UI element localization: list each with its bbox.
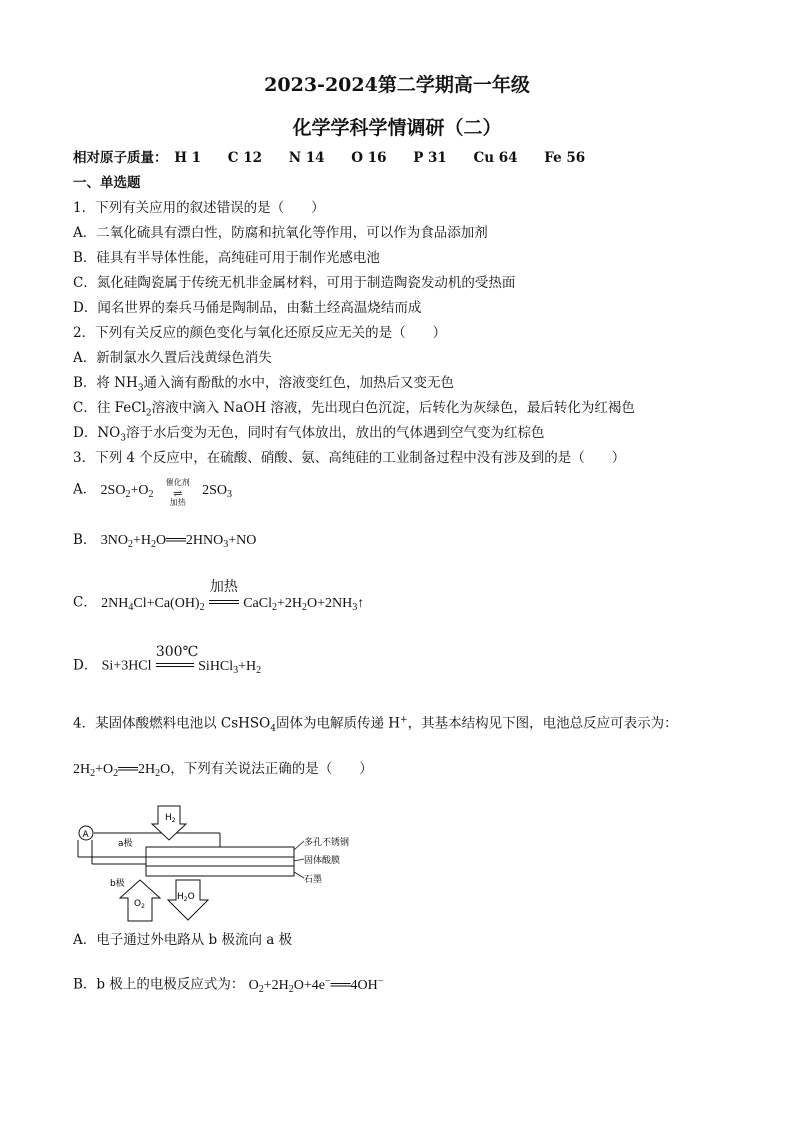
question-2-option-d: D．$NO_3$溶于水后变为无色，同时有气体放出，放出的气体遇到空气变为红棕色 (73, 425, 545, 444)
h2o-label: $H_2O$ (177, 892, 195, 903)
question-4-option-a: A．电子通过外电路从 b 极流向 a 极 (73, 932, 293, 948)
question-3-stem: 3．下列 4 个反应中，在硫酸、硝酸、氨、高纯硅的工业制备过程中没有涉及到的是（ ） (73, 450, 626, 466)
label-leaders (294, 841, 304, 878)
question-1-option-a: A．二氧化硫具有漂白性，防腐和抗氧化等作用，可以作为食品添加剂 (73, 225, 488, 241)
question-1-option-b: B．硅具有半导体性能，高纯硅可用于制作光感电池 (73, 250, 380, 266)
question-3-option-b: B． $3NO_2+H_2O══2HNO_3+NO$ (73, 532, 257, 550)
h2-inlet-arrow-icon (152, 806, 186, 840)
question-3-option-d: D． Si+3HCl 300℃ $SiHCl_3+H_2$ (73, 644, 262, 676)
electrode-equation: $O_2+2H_2O+4e^-══4OH^-$ (248, 975, 384, 995)
question-1-option-d: D．闻名世界的秦兵马俑是陶制品，由黏土经高温烧结而成 (73, 300, 422, 316)
question-4-reaction-line: $2H_2+O_2══2H_2O$，下列有关说法正确的是（ ） (73, 761, 373, 779)
atomic-mass-item: Fe 56 (544, 150, 586, 166)
atomic-mass-line (73, 149, 607, 167)
condition-heat: 加热 (209, 579, 238, 595)
question-3-option-c: C． $2NH_4Cl+Ca(OH)_2$ 加热 $CaCl_2+2H_2O+2NH_3↑$ (73, 579, 365, 613)
condition-catalyst: 催化剂 (165, 478, 190, 487)
condition-heat: 加热 (169, 498, 186, 507)
atomic-mass-item: N 14 (288, 150, 325, 166)
section-heading: 一、单选题 (73, 175, 141, 191)
reversible-arrow (158, 476, 198, 507)
page-subtitle: 化学学科学情调研（二） (292, 117, 502, 139)
equation-d: Si+3HCl (101, 658, 152, 674)
cell-layers (146, 847, 294, 876)
question-2-option-c: C．往 FeCl$_2$溶液中滴入 NaOH 溶液，先出现白色沉淀，后转化为灰绿色，最后转化为红褐色 (73, 400, 635, 419)
b-pole-label: b极 (110, 879, 125, 889)
graphite-label: 石墨 (304, 875, 323, 885)
ammeter-label: A (82, 830, 89, 840)
question-1-stem: 1．下列有关应用的叙述错误的是（ ） (73, 200, 325, 216)
question-1-option-c: C．氮化硅陶瓷属于传统无机非金属材料，可用于制造陶瓷发动机的受热面 (73, 275, 516, 291)
equation-b: $3NO_2+H_2O══2HNO_3+NO$ (100, 533, 257, 550)
question-2-option-a: A．新制氯水久置后浅黄绿色消失 (73, 350, 272, 366)
question-2-stem: 2．下列有关反应的颜色变化与氧化还原反应无关的是（ ） (73, 325, 447, 341)
fuel-cell-diagram (70, 800, 350, 925)
atomic-mass-item: O 16 (351, 150, 387, 166)
atomic-mass-label: 相对原子质量： (73, 150, 168, 166)
atomic-mass-item: H 1 (174, 150, 202, 166)
atomic-mass-item: C 12 (227, 150, 262, 166)
solid-acid-membrane-label: 固体酸膜 (304, 856, 341, 866)
question-4-option-b: B．b 极上的电极反应式为： $O_2+2H_2O+4e^-══4OH^-$ (73, 975, 384, 995)
question-2-option-b: B．将 $NH_3$通入滴有酚酞的水中，溶液变红色，加热后又变无色 (73, 375, 455, 394)
equation-c: $2NH_4Cl+Ca(OH)_2$ (101, 595, 205, 613)
question-3-option-a: A． $2SO_2+O_2$ 催化剂 ⇌ 加热 $2SO_3$ (73, 476, 232, 506)
o2-label: $O_2$ (134, 899, 145, 910)
question-4-stem: 4．某固体酸燃料电池以 CsHSO$_4$固体为电解质传递 H+，其基本结构见下图，电池总反应可表示为： (73, 715, 678, 735)
atomic-mass-item: Cu 64 (473, 150, 518, 166)
page-title: 2023-2024第二学期高一年级 (264, 74, 530, 96)
a-pole-label: a极 (118, 839, 133, 849)
condition-temperature: 300℃ (155, 644, 199, 660)
equation-a: $2SO_2+O_2$ (100, 482, 154, 500)
porous-steel-label: 多孔不锈钢 (304, 838, 350, 848)
h2-label: $H_2$ (165, 813, 176, 824)
reversible-arrow-icon: ⇌ (173, 487, 183, 500)
atomic-mass-item: P 31 (413, 150, 447, 166)
overall-reaction: $2H_2+O_2══2H_2O$ (73, 762, 171, 779)
